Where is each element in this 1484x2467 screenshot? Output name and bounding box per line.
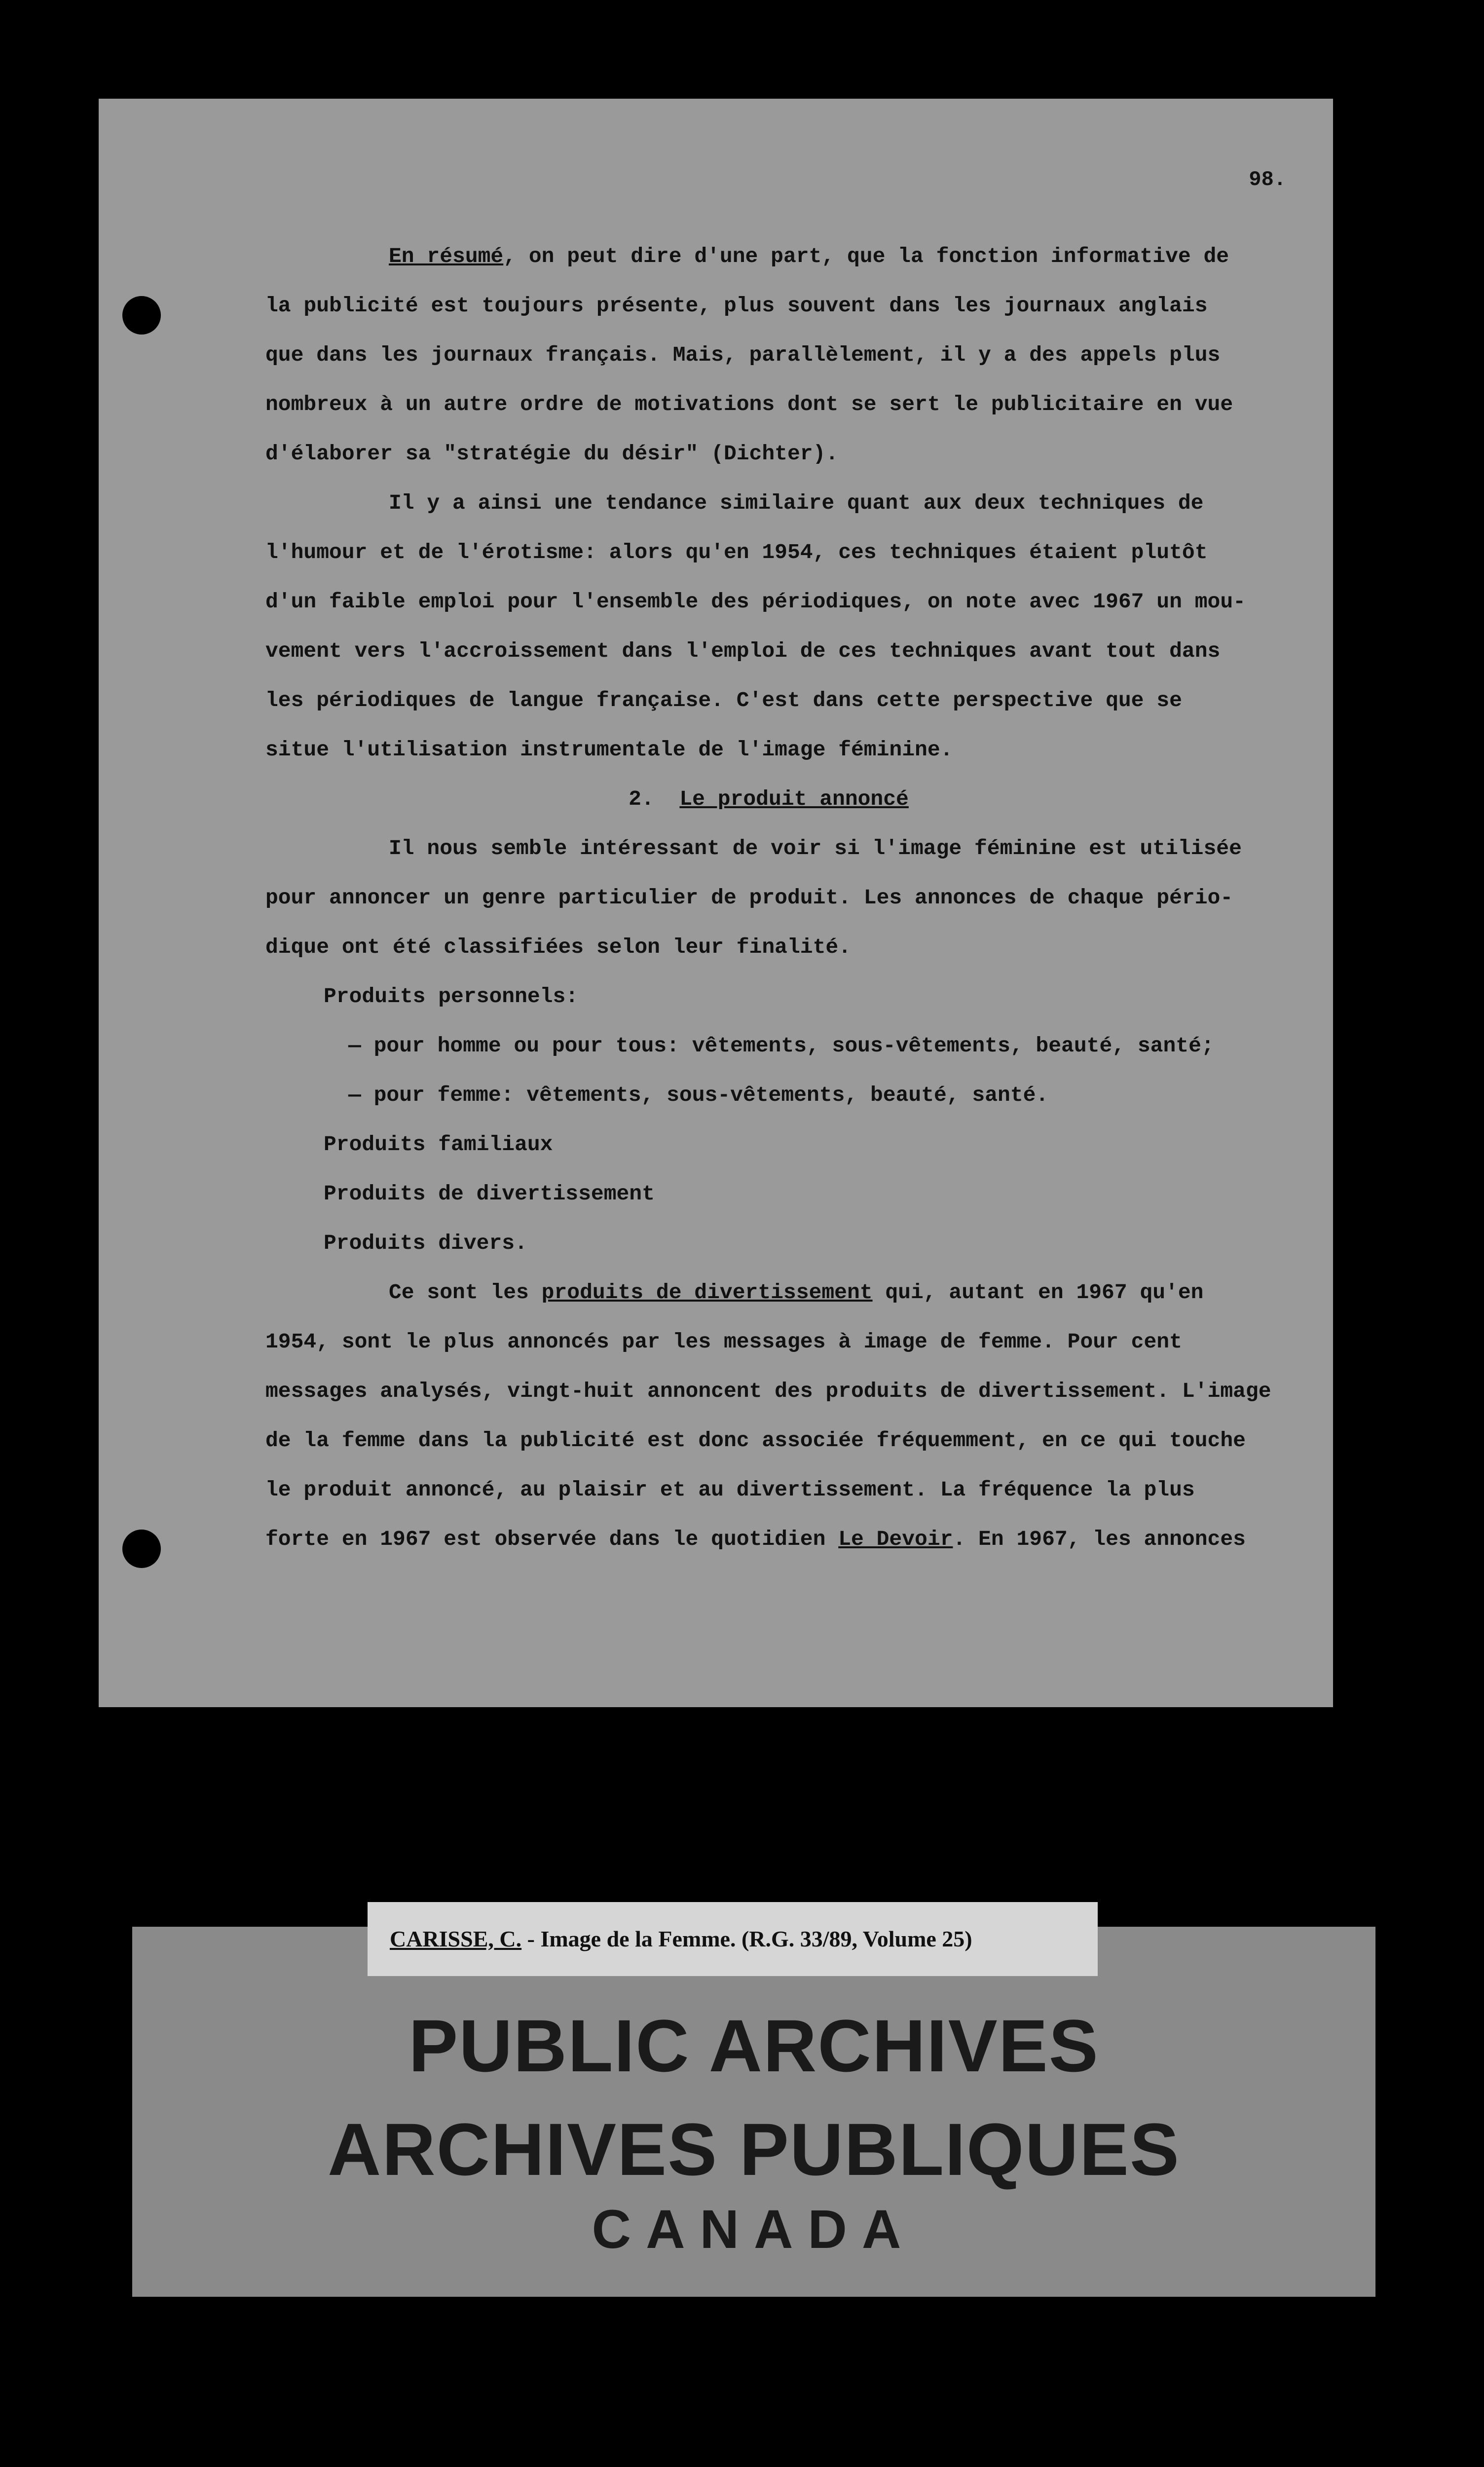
paragraph-line: d'élaborer sa "stratégie du désir" (Dichter). <box>265 442 839 466</box>
underlined-phrase: En résumé <box>389 244 504 268</box>
paragraph-line: 1954, sont le plus annoncés par les messages à image de femme. Pour cent <box>265 1330 1182 1354</box>
list-item: Produits familiaux <box>324 1132 553 1157</box>
body-text <box>265 232 1272 1564</box>
paragraph-line: le produit annoncé, au plaisir et au divertissement. La fréquence la plus <box>265 1478 1195 1502</box>
underlined-phrase: produits de divertissement <box>541 1280 873 1305</box>
paragraph-line: En résumé, on peut dire d'une part, que la fonction informative de <box>389 244 1229 268</box>
paragraph-line: forte en 1967 est observée dans le quotidien Le Devoir. En 1967, les annonces <box>265 1527 1246 1551</box>
paragraph-line: messages analysés, vingt-huit annoncent des produits de divertissement. L'image <box>265 1379 1271 1403</box>
paragraph-line: les périodiques de langue française. C'est dans cette perspective que se <box>265 688 1182 712</box>
list-item: — pour homme ou pour tous: vêtements, sous-vêtements, beauté, santé; <box>348 1034 1214 1058</box>
document-page <box>99 99 1333 1707</box>
archives-line-country: CANADA <box>592 2199 916 2260</box>
paragraph-line: nombreux à un autre ordre de motivations dont se sert le publicitaire en vue <box>265 392 1233 416</box>
paragraph-line: d'un faible emploi pour l'ensemble des périodiques, on note avec 1967 un mou- <box>265 590 1246 614</box>
archives-line-english: PUBLIC ARCHIVES <box>408 2004 1099 2087</box>
paragraph-line: dique ont été classifiées selon leur finalité. <box>265 935 851 959</box>
paragraph-line: Il nous semble intéressant de voir si l'image féminine est utilisée <box>389 836 1242 860</box>
paragraph-line: la publicité est toujours présente, plus souvent dans les journaux anglais <box>265 294 1208 318</box>
catalog-reference: - Image de la Femme. (R.G. 33/89, Volume 25) <box>521 1926 972 1951</box>
page-number: 98. <box>1249 168 1286 191</box>
paragraph-line: de la femme dans la publicité est donc associée fréquemment, en ce qui touche <box>265 1428 1246 1453</box>
paragraph-line: Il y a ainsi une tendance similaire quant aux deux techniques de <box>389 491 1204 515</box>
punch-hole <box>122 296 161 335</box>
paragraph-line: que dans les journaux français. Mais, parallèlement, il y a des appels plus <box>265 343 1221 367</box>
newspaper-title: Le Devoir <box>838 1527 953 1551</box>
paragraph-line: pour annoncer un genre particulier de produit. Les annonces de chaque pério- <box>265 886 1233 910</box>
section-title: Le produit annoncé <box>679 787 909 811</box>
list-item: Produits personnels: <box>324 984 579 1009</box>
paragraph-line: Ce sont les produits de divertissement qui, autant en 1967 qu'en <box>389 1280 1204 1305</box>
archives-line-french: ARCHIVES PUBLIQUES <box>328 2108 1180 2191</box>
section-heading: 2. Le produit annoncé <box>629 787 909 811</box>
list-item: Produits de divertissement <box>324 1182 655 1206</box>
paragraph-line: situe l'utilisation instrumentale de l'image féminine. <box>265 738 953 762</box>
list-item: — pour femme: vêtements, sous-vêtements, beauté, santé. <box>348 1083 1049 1107</box>
catalog-author: CARISSE, C. <box>390 1926 522 1951</box>
paragraph-line: l'humour et de l'érotisme: alors qu'en 1954, ces techniques étaient plutôt <box>265 540 1208 564</box>
list-item: Produits divers. <box>324 1231 527 1255</box>
punch-hole <box>122 1530 161 1568</box>
catalog-label <box>368 1902 1098 1976</box>
paragraph-line: vement vers l'accroissement dans l'emploi de ces techniques avant tout dans <box>265 639 1221 663</box>
